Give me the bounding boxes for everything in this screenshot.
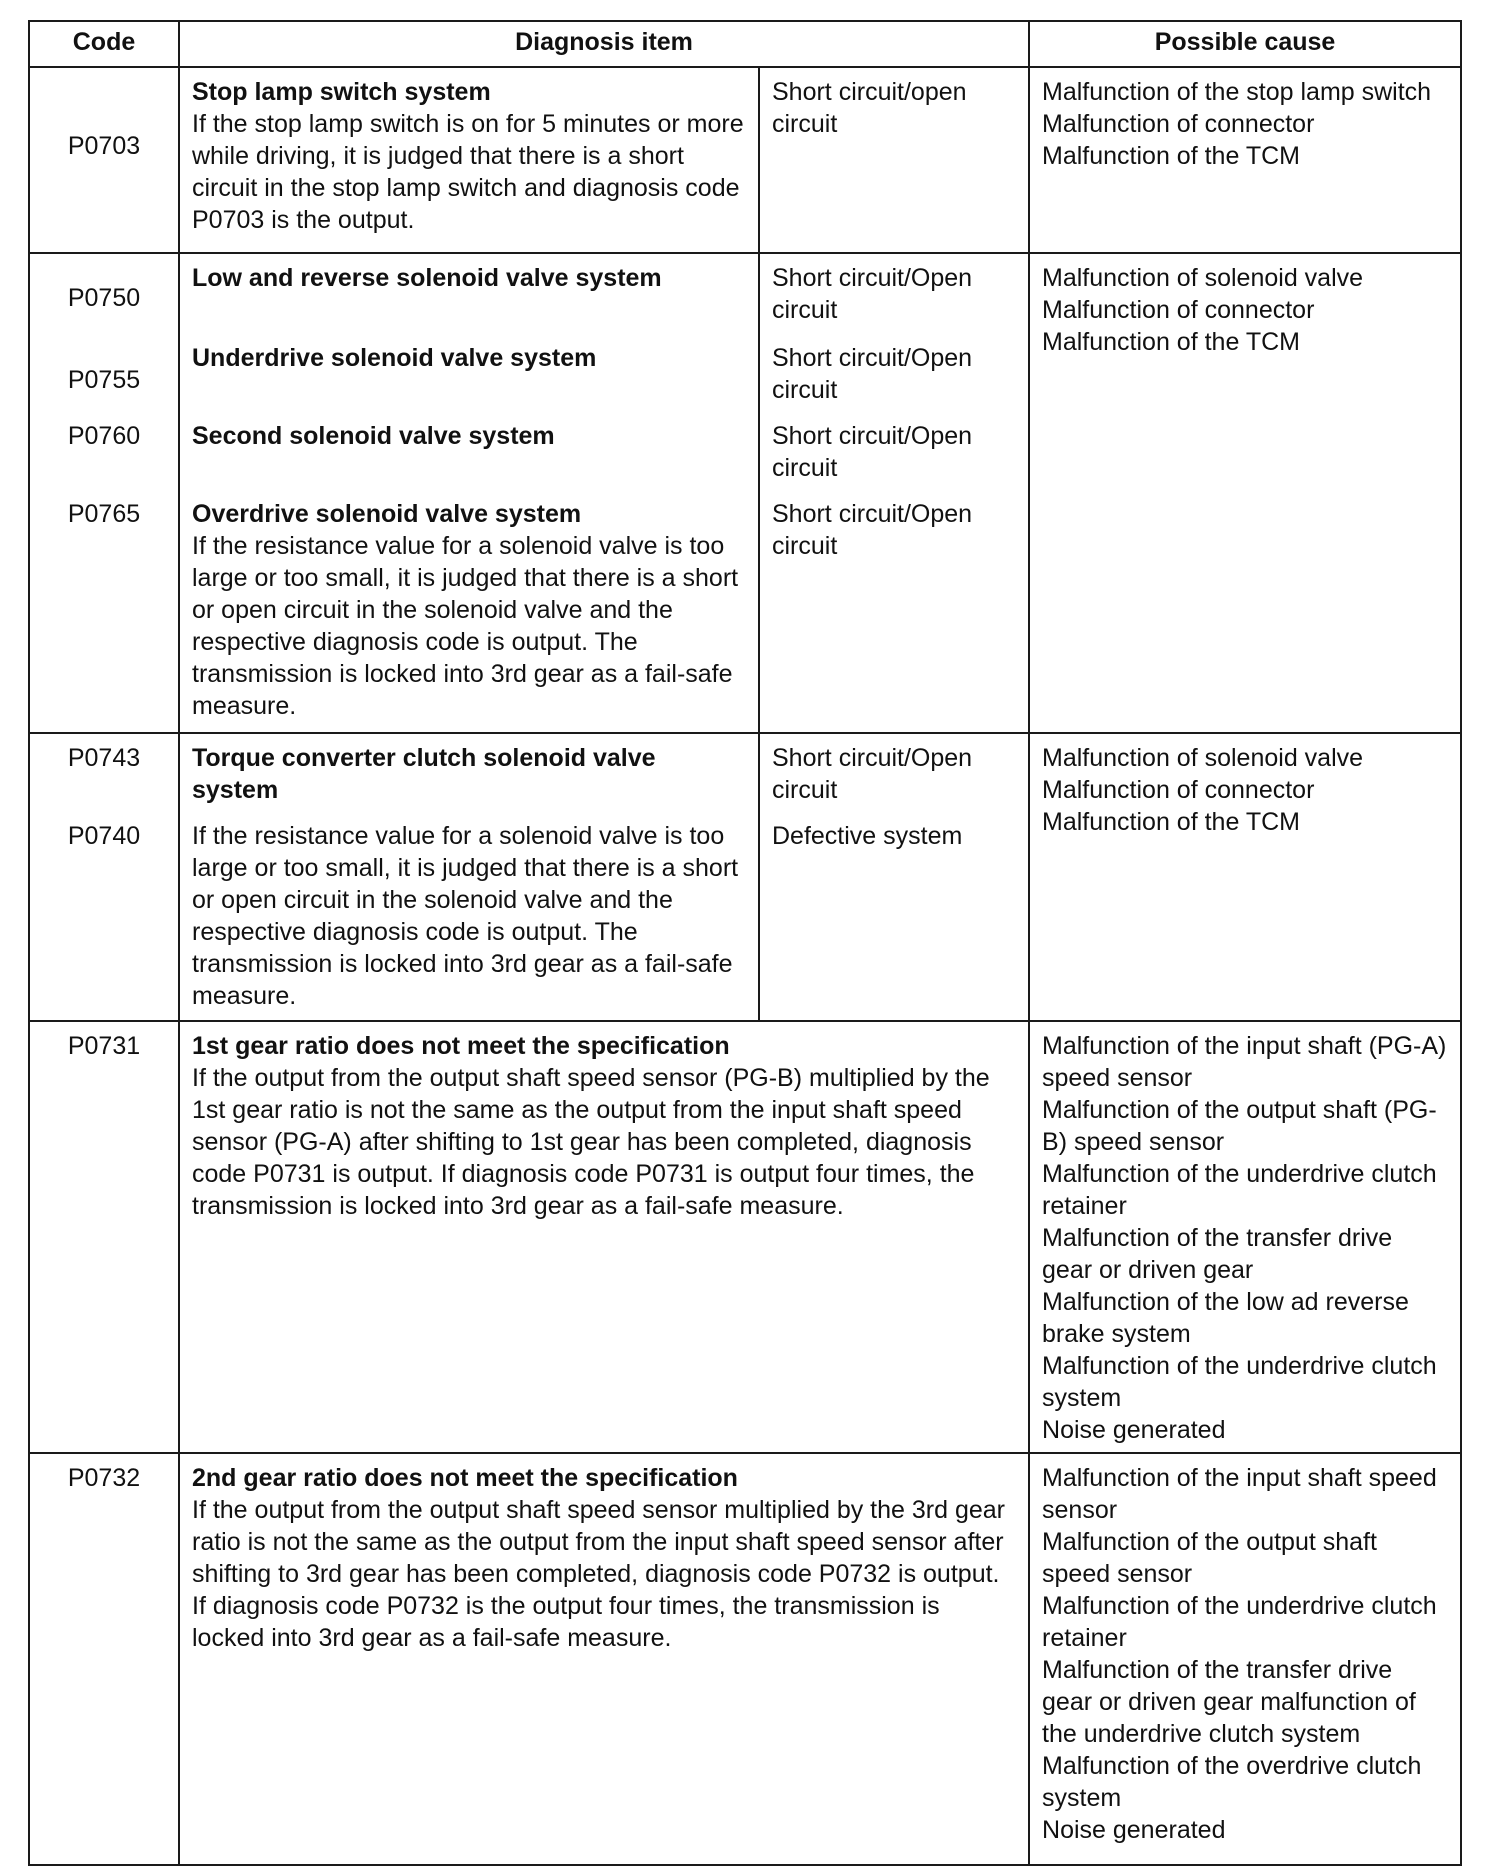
table-row <box>29 253 1461 733</box>
cause-line: Malfunction of the TCM <box>1042 142 1300 170</box>
diagnosis-description-cell <box>179 67 759 253</box>
fault-type: Defective system <box>772 822 963 850</box>
cause-line: Malfunction of solenoid valve <box>1042 264 1364 292</box>
diagnosis-title: Underdrive solenoid valve system <box>192 344 597 372</box>
table-row <box>29 733 1461 1021</box>
table-row <box>29 1453 1461 1865</box>
diagnosis-title: Overdrive solenoid valve system <box>192 500 582 528</box>
fault-type: Short circuit/Open circuit <box>772 744 973 804</box>
cause-line: Malfunction of the underdrive clutch system <box>1042 1352 1437 1412</box>
cause-line: Malfunction of the underdrive clutch retainer <box>1042 1592 1437 1652</box>
cause-line: Malfunction of the low ad reverse brake system <box>1042 1288 1409 1348</box>
diagnosis-body: If the stop lamp switch is on for 5 minutes or more while driving, it is judged that there is a short circuit in the stop lamp switch and diagnosis code P0703 is the output. <box>192 110 744 234</box>
possible-cause-cell <box>1029 1453 1461 1865</box>
cause-line: Malfunction of the input shaft (PG-A) speed sensor <box>1042 1032 1447 1092</box>
cause-line: Malfunction of the TCM <box>1042 328 1300 356</box>
diagnosis-code-table <box>28 20 1462 1866</box>
fault-type: Short circuit/open circuit <box>772 78 967 138</box>
diagnosis-body: If the resistance value for a solenoid valve is too large or too small, it is judged that there is a short or open circuit in the solenoid valve and the respective diagnosis code is output. The transmission is locked into 3rd gear as a fail-safe measure. <box>192 822 739 1010</box>
code-cell <box>29 1021 179 1453</box>
diagnosis-code: P0755 <box>67 366 141 394</box>
possible-cause-cell <box>1029 67 1461 253</box>
cause-line: Malfunction of connector <box>1042 296 1315 324</box>
code-cell <box>29 67 179 253</box>
code-cell <box>29 733 179 1021</box>
cause-line: Malfunction of the transfer drive gear or driven gear <box>1042 1224 1393 1284</box>
diagnosis-code: P0743 <box>67 744 141 772</box>
possible-cause-cell <box>1029 253 1461 733</box>
possible-cause-cell <box>1029 733 1461 1021</box>
cause-line: Malfunction of the overdrive clutch system <box>1042 1752 1422 1812</box>
fault-type: Short circuit/Open circuit <box>772 344 973 404</box>
diagnosis-title: 2nd gear ratio does not meet the specification <box>192 1464 738 1492</box>
diagnosis-body: If the resistance value for a solenoid valve is too large or too small, it is judged that there is a short or open circuit in the solenoid valve and the respective diagnosis code is output. The transmission is locked into 3rd gear as a fail-safe measure. <box>192 532 739 720</box>
table-row <box>29 67 1461 253</box>
diagnosis-code: P0765 <box>67 500 141 528</box>
cause-line: Malfunction of solenoid valve <box>1042 744 1364 772</box>
table-row <box>29 1021 1461 1453</box>
possible-cause-cell <box>1029 1021 1461 1453</box>
cause-line: Malfunction of the output shaft speed sensor <box>1042 1528 1377 1588</box>
fault-type: Short circuit/Open circuit <box>772 264 973 324</box>
header-diagnosis-item: Diagnosis item <box>179 21 1029 67</box>
diagnosis-title: Low and reverse solenoid valve system <box>192 264 662 292</box>
diagnosis-code: P0760 <box>67 422 141 450</box>
cause-line: Noise generated <box>1042 1816 1226 1844</box>
diagnosis-code: P0703 <box>67 132 141 160</box>
header-row <box>29 21 1461 67</box>
fault-type: Short circuit/Open circuit <box>772 500 973 560</box>
diagnosis-title: Torque converter clutch solenoid valve system <box>192 744 656 804</box>
cause-line: Malfunction of the stop lamp switch <box>1042 78 1432 106</box>
cause-line: Malfunction of connector <box>1042 776 1315 804</box>
diagnosis-description-cell <box>179 253 759 733</box>
diagnosis-code: P0750 <box>67 284 141 312</box>
header-possible-cause: Possible cause <box>1029 21 1461 67</box>
code-cell <box>29 253 179 733</box>
cause-line: Malfunction of the output shaft (PG-B) speed sensor <box>1042 1096 1437 1156</box>
diagnosis-description-cell <box>179 1021 1029 1453</box>
fault-type-cell <box>759 253 1029 733</box>
cause-line: Malfunction of the transfer drive gear or driven gear malfunction of the underdrive clutch system <box>1042 1656 1416 1748</box>
cause-line: Noise generated <box>1042 1416 1226 1444</box>
cause-line: Malfunction of the underdrive clutch retainer <box>1042 1160 1437 1220</box>
diagnosis-code: P0731 <box>67 1032 141 1060</box>
header-code: Code <box>29 21 179 67</box>
diagnosis-code: P0732 <box>67 1464 141 1492</box>
diagnosis-description-cell <box>179 733 759 1021</box>
diagnosis-body: If the output from the output shaft speed sensor (PG-B) multiplied by the 1st gear ratio is not the same as the output from the input shaft speed sensor (PG-A) after shifting to 1st gear has been completed, diagnosis code P0731 is output. If diagnosis code P0731 is output four times, the transmission is locked into 3rd gear as a fail-safe measure. <box>192 1064 990 1220</box>
diagnosis-title: 1st gear ratio does not meet the specification <box>192 1032 730 1060</box>
fault-type: Short circuit/Open circuit <box>772 422 973 482</box>
diagnosis-body: If the output from the output shaft speed sensor multiplied by the 3rd gear ratio is not the same as the output from the input shaft speed sensor after shifting to 3rd gear has been completed, diagnosis code P0732 is output. If diagnosis code P0732 is the output four times, the transmission is locked into 3rd gear as a fail-safe measure. <box>192 1496 1005 1652</box>
cause-line: Malfunction of connector <box>1042 110 1315 138</box>
fault-type-cell <box>759 733 1029 1021</box>
code-cell <box>29 1453 179 1865</box>
diagnosis-code: P0740 <box>67 822 141 850</box>
diagnosis-description-cell <box>179 1453 1029 1865</box>
cause-line: Malfunction of the input shaft speed sensor <box>1042 1464 1437 1524</box>
diagnosis-title: Stop lamp switch system <box>192 78 491 106</box>
cause-line: Malfunction of the TCM <box>1042 808 1300 836</box>
diagnosis-title: Second solenoid valve system <box>192 422 555 450</box>
fault-type-cell <box>759 67 1029 253</box>
